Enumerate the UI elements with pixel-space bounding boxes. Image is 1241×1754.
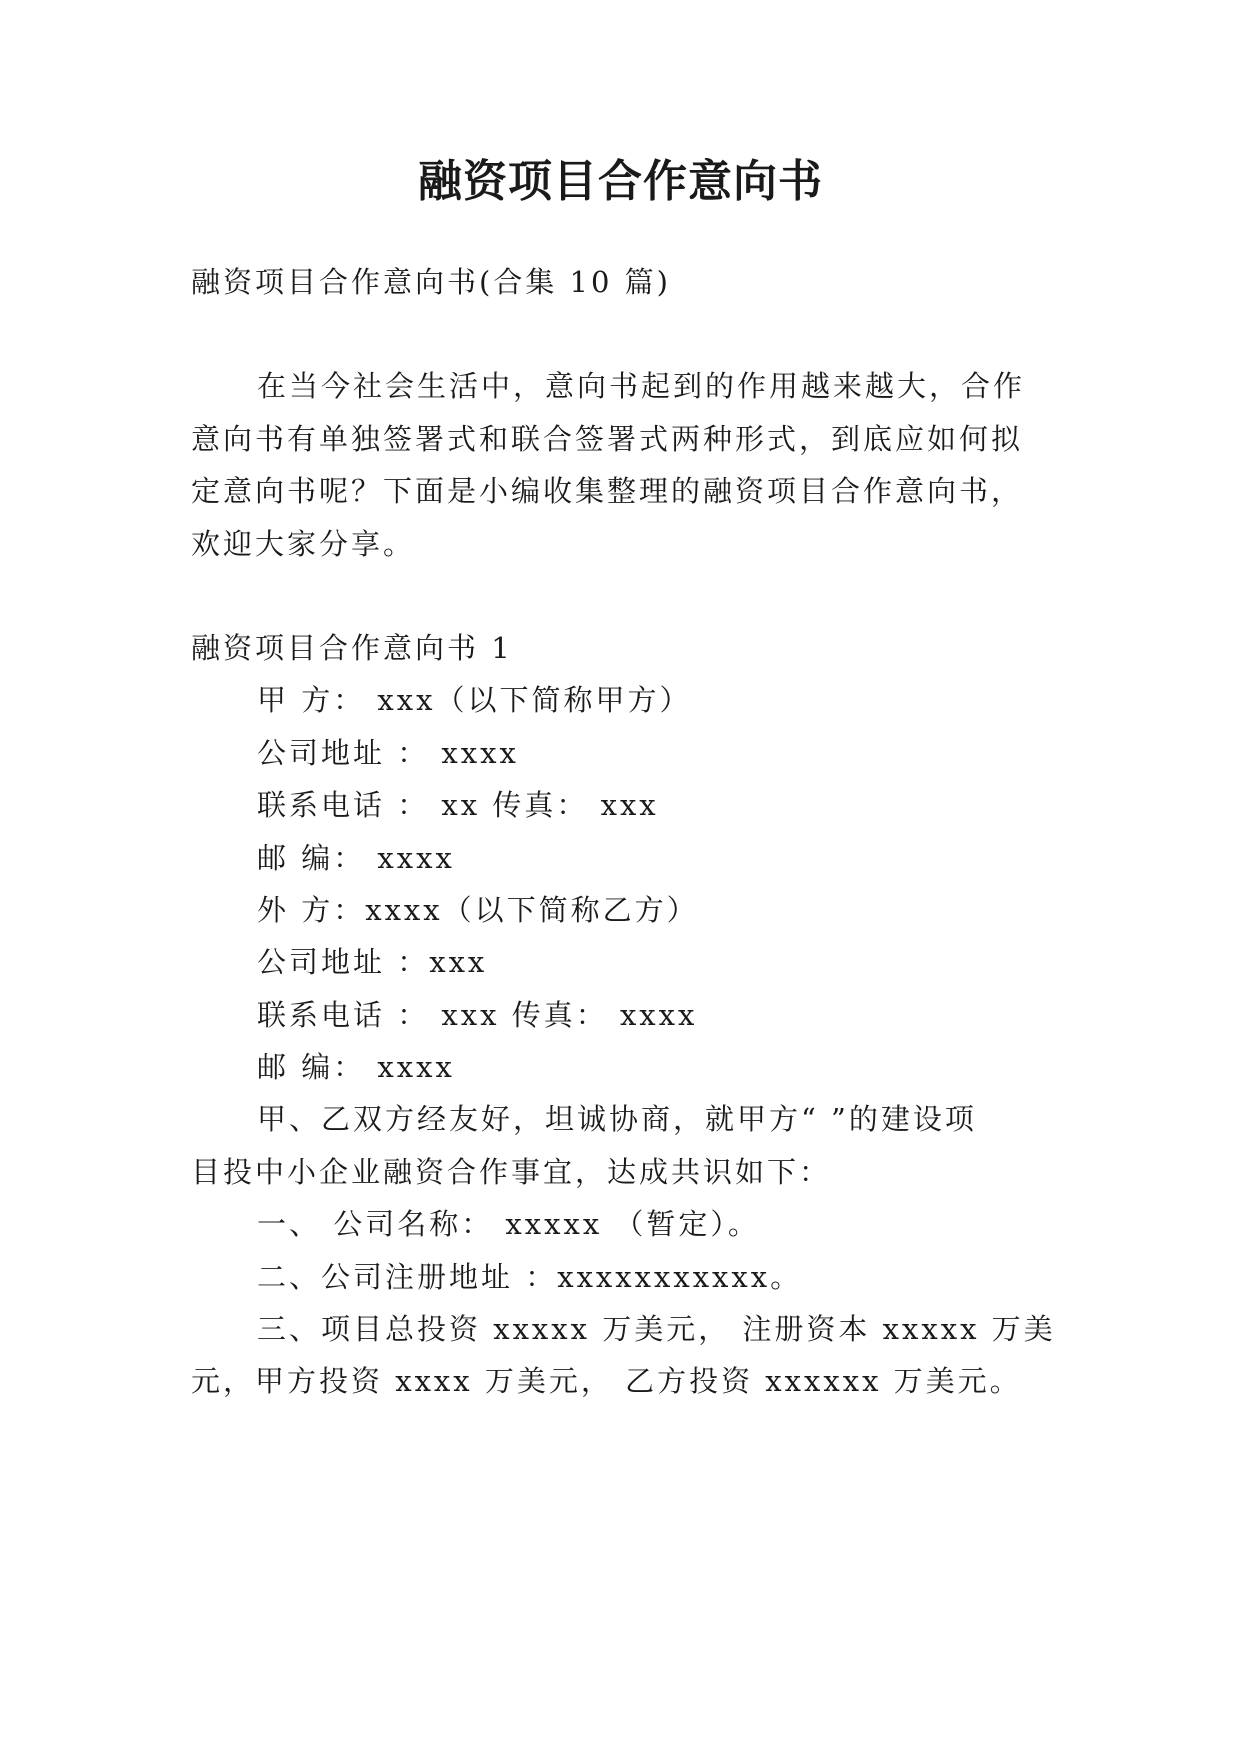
party-a-postcode: 邮 编： xxxx [257,841,455,875]
party-b-address: 公司地址 ：xxx [257,945,488,979]
party-a-name: 甲 方： xxx（以下简称甲方） [257,683,692,717]
document-title: 融资项目合作意向书 [418,156,823,207]
party-a-address: 公司地址 ： xxxx [257,736,519,770]
clause-1: 一、 公司名称： xxxxx （暂定）。 [257,1207,760,1241]
intro-line-2: 意向书有单独签署式和联合签署式两种形式，到底应如何拟 [191,422,1024,456]
clause-3-line-2: 元，甲方投资 xxxx 万美元， 乙方投资 xxxxxx 万美元。 [191,1364,1022,1398]
agreement-line-2: 目投中小企业融资合作事宜，达成共识如下： [191,1155,832,1189]
intro-line-1: 在当今社会生活中，意向书起到的作用越来越大，合作 [257,369,1026,403]
intro-line-4: 欢迎大家分享。 [191,527,416,561]
clause-2: 二、公司注册地址 ：xxxxxxxxxxx。 [257,1260,803,1294]
party-b-phone-fax: 联系电话 ： xxx 传真： xxxx [257,998,698,1032]
clause-3-line-1: 三、项目总投资 xxxxx 万美元， 注册资本 xxxxx 万美 [257,1312,1056,1346]
party-b-name: 外 方：xxxx（以下简称乙方） [257,893,699,927]
party-b-postcode: 邮 编： xxxx [257,1050,455,1084]
intro-line-3: 定意向书呢？下面是小编收集整理的融资项目合作意向书， [191,474,1024,508]
section-heading: 融资项目合作意向书 1 [191,631,513,665]
party-a-phone-fax: 联系电话 ： xx 传真： xxx [257,788,659,822]
document-subtitle: 融资项目合作意向书(合集 10 篇) [191,265,671,299]
agreement-line-1: 甲、乙双方经友好，坦诚协商，就甲方“ ”的建设项 [257,1102,977,1136]
